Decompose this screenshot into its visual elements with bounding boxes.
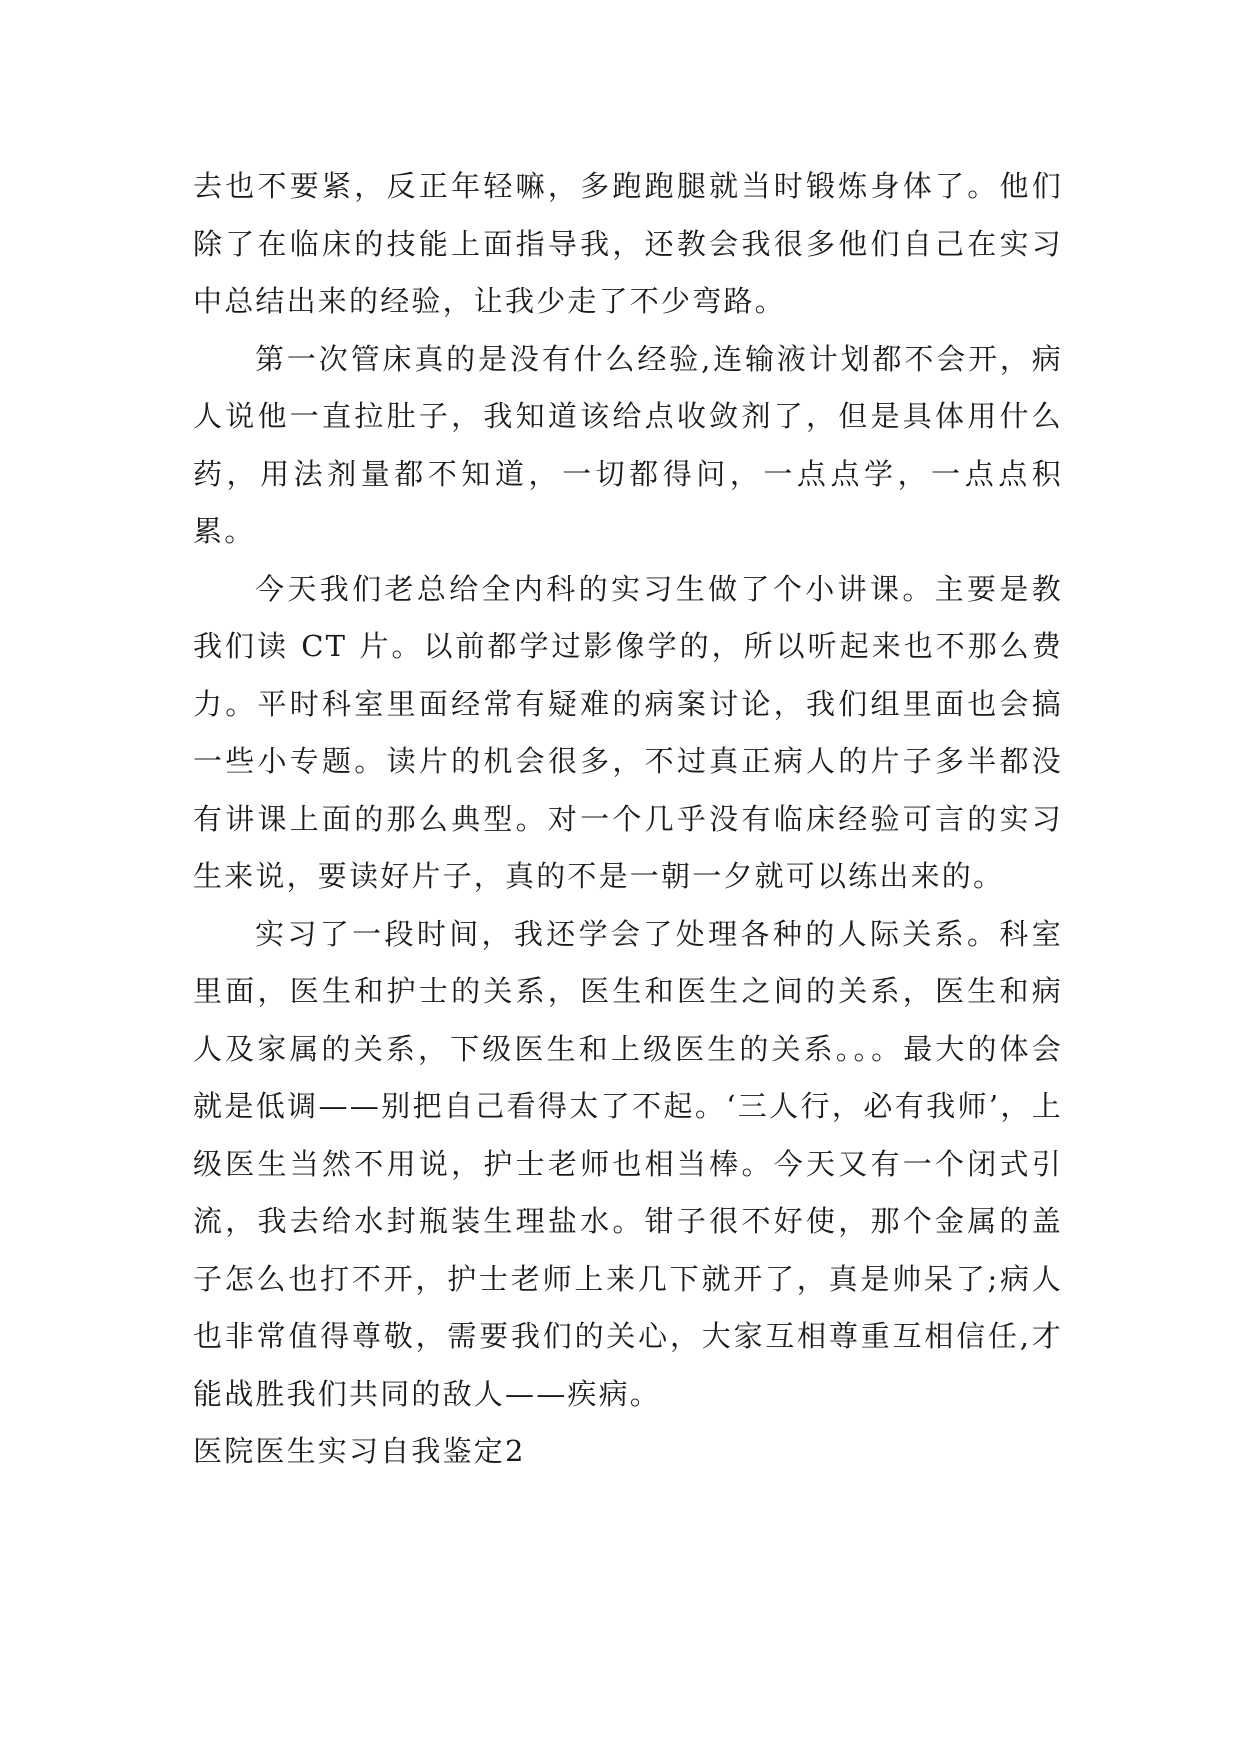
- document-body: [193, 158, 1063, 1481]
- section-heading: 医院医生实习自我鉴定2: [193, 1434, 526, 1468]
- paragraph-4: 实习了一段时间，我还学会了处理各种的人际关系。科室里面，医生和护士的关系，医生和医生之间的关系，医生和病人及家属的关系，下级医生和上级医生的关系。。。最大的体会就是低调——别把自己看得太了不起。‘三人行，必有我师’，上级医生当然不用说，护士老师也相当棒。今天又有一个闭式引流，我去给水封瓶装生理盐水。钳子很不好使，那个金属的盖子怎么也打不开，护士老师上来几下就开了，真是帅呆了;病人也非常值得尊敬，需要我们的关心，大家互相尊重互相信任,才能战胜我们共同的敌人——疾病。: [193, 916, 1063, 1411]
- paragraph-2: 第一次管床真的是没有什么经验,连输液计划都不会开，病人说他一直拉肚子，我知道该给点收敛剂了，但是具体用什么药，用法剂量都不知道，一切都得问，一点点学，一点点积累。: [193, 341, 1063, 548]
- paragraph-3: 今天我们老总给全内科的实习生做了个小讲课。主要是教我们读 CT 片。以前都学过影像学的，所以听起来也不那么费力。平时科室里面经常有疑难的病案讨论，我们组里面也会搞一些小专题。读片的机会很多，不过真正病人的片子多半都没有讲课上面的那么典型。对一个几乎没有临床经验可言的实习生来说，要读好片子，真的不是一朝一夕就可以练出来的。: [193, 571, 1063, 893]
- paragraph-1: 去也不要紧，反正年轻嘛，多跑跑腿就当时锻炼身体了。他们除了在临床的技能上面指导我，还教会我很多他们自己在实习中总结出来的经验，让我少走了不少弯路。: [193, 169, 1063, 318]
